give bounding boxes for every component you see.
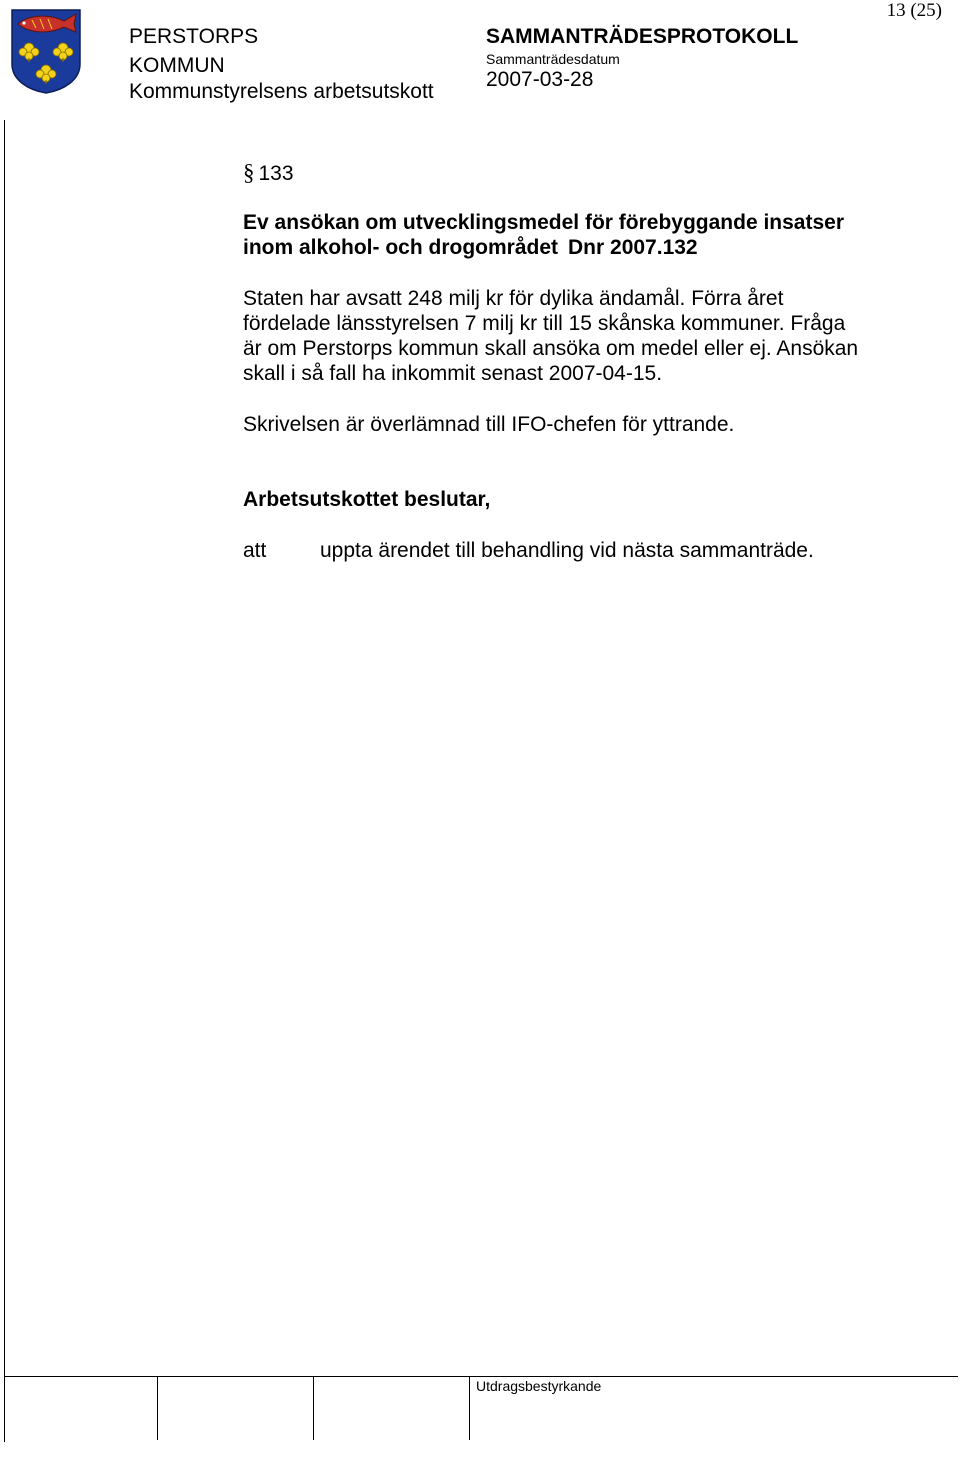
organization-name-line2: KOMMUN (129, 54, 225, 77)
decision-text: uppta ärendet till behandling vid nästa sammanträde. (320, 539, 814, 562)
item-heading (243, 210, 863, 260)
meeting-date-value: 2007-03-28 (486, 68, 594, 91)
section-number: 133 (258, 162, 294, 185)
decision-att-keyword: att (243, 539, 267, 562)
meeting-date-label: Sammanträdesdatum (486, 51, 620, 67)
committee-name: Kommunstyrelsens arbetsutskott (129, 80, 434, 103)
item-heading-text: Ev ansökan om utvecklingsmedel för förebyggande insatser inom alkohol- och drogområdet (243, 211, 845, 259)
organization-name-line1: PERSTORPS (129, 25, 259, 48)
decision-heading: Arbetsutskottet beslutar, (243, 488, 491, 511)
footer-signature-column-divider (313, 1376, 314, 1440)
registration-number: Dnr 2007.132 (568, 236, 698, 259)
coat-of-arms-icon (10, 8, 82, 94)
footer-divider-line (4, 1376, 958, 1377)
left-margin-line (4, 120, 5, 1442)
paragraph-number (243, 160, 294, 186)
body-paragraph-1: Staten har avsatt 248 milj kr för dylika ändamål. Förra året fördelade länsstyrelsen 7 milj kr till 15 skånska kommuner. Fråga är om Perstorps kommun skall ansöka om medel eller ej. Ansökan skall i så fall ha inkommit senast 2007-04-15. (243, 287, 859, 385)
body-paragraph-2: Skrivelsen är överlämnad till IFO-chefen för yttrande. (243, 413, 735, 436)
page-number: 13 (25) (886, 0, 942, 21)
section-symbol: § (243, 160, 255, 185)
document-title: SAMMANTRÄDESPROTOKOLL (486, 25, 799, 48)
footer-signature-column-divider (157, 1376, 158, 1440)
certification-label: Utdragsbestyrkande (476, 1378, 602, 1394)
footer-signature-column-divider (469, 1376, 470, 1440)
